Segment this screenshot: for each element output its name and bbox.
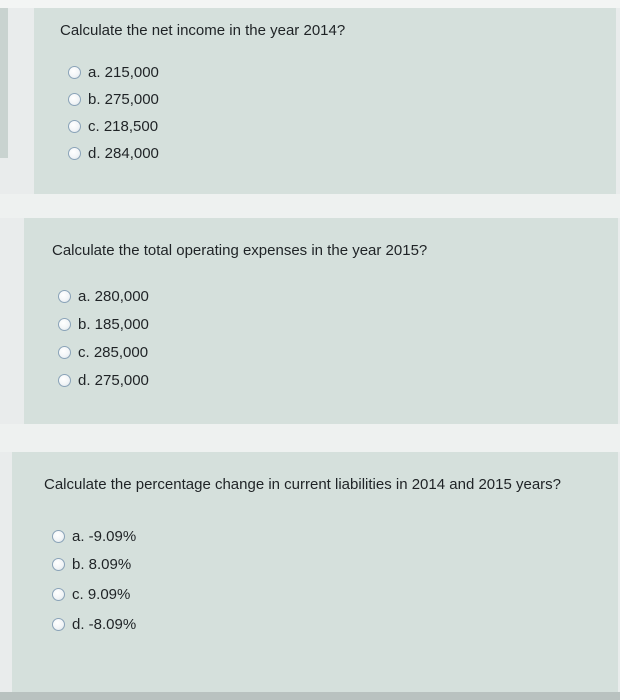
radio-icon[interactable] — [52, 558, 65, 571]
question-2-text: Calculate the total operating expenses in the year 2015? — [52, 242, 428, 259]
radio-icon[interactable] — [68, 147, 81, 160]
radio-icon[interactable] — [68, 93, 81, 106]
separator — [0, 194, 620, 218]
q1-option-d[interactable] — [68, 145, 159, 162]
radio-icon[interactable] — [58, 318, 71, 331]
option-label: c. 285,000 — [78, 344, 149, 361]
q2-option-c[interactable] — [58, 344, 148, 361]
radio-icon[interactable] — [52, 618, 65, 631]
left-edge — [0, 8, 8, 158]
option-label: c. 9.09% — [72, 586, 131, 603]
question-3-text: Calculate the percentage change in current liabilities in 2014 and 2015 years? — [44, 476, 562, 493]
radio-icon[interactable] — [68, 120, 81, 133]
question-1-text: Calculate the net income in the year 2014? — [60, 22, 346, 39]
radio-icon[interactable] — [68, 66, 81, 79]
bottom-strip — [0, 692, 620, 700]
q3-option-d[interactable] — [52, 616, 136, 633]
question-card-3 — [12, 452, 618, 692]
radio-icon[interactable] — [52, 530, 65, 543]
question-card-2 — [24, 218, 618, 424]
top-strip — [0, 0, 620, 8]
q3-option-c[interactable] — [52, 586, 130, 603]
option-label: a. -9.09% — [72, 528, 137, 545]
q1-option-a[interactable] — [68, 64, 159, 81]
option-label: c. 218,500 — [88, 118, 159, 135]
radio-icon[interactable] — [58, 346, 71, 359]
question-1-options — [34, 8, 616, 194]
q1-option-c[interactable] — [68, 118, 158, 135]
question-card-1 — [34, 8, 616, 194]
q3-option-b[interactable] — [52, 556, 131, 573]
q3-option-a[interactable] — [52, 528, 136, 545]
radio-icon[interactable] — [58, 374, 71, 387]
question-2-options — [24, 218, 618, 424]
q2-option-a[interactable] — [58, 288, 149, 305]
option-label: b. 8.09% — [72, 556, 132, 573]
option-label: d. -8.09% — [72, 616, 137, 633]
option-label: a. 280,000 — [78, 288, 149, 305]
separator — [0, 424, 620, 452]
q2-option-d[interactable] — [58, 372, 149, 389]
q1-option-b[interactable] — [68, 91, 159, 108]
option-label: b. 185,000 — [78, 316, 149, 333]
question-3-options — [12, 452, 618, 692]
radio-icon[interactable] — [58, 290, 71, 303]
option-label: d. 275,000 — [78, 372, 149, 389]
option-label: b. 275,000 — [88, 91, 159, 108]
radio-icon[interactable] — [52, 588, 65, 601]
q2-option-b[interactable] — [58, 316, 149, 333]
option-label: d. 284,000 — [88, 145, 159, 162]
option-label: a. 215,000 — [88, 64, 159, 81]
